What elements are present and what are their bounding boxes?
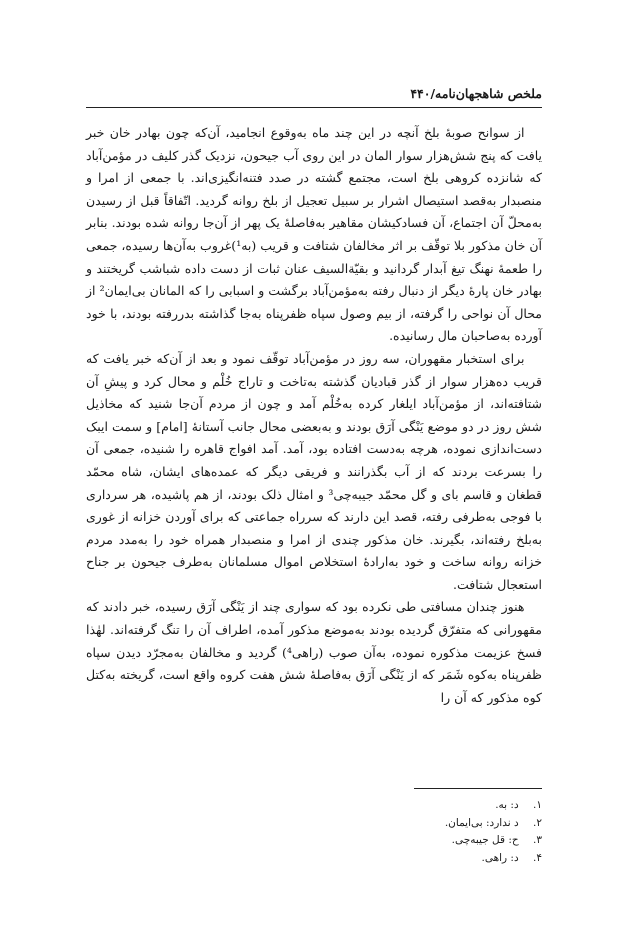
running-header: ملخص شاهجهان‌نامه/۴۴۰ (410, 86, 542, 101)
body-text (86, 122, 542, 709)
footnote-text: د ندارد: بی‌ایمان. (444, 816, 519, 829)
paragraph: از سوانح صوبهٔ بلخ آنچه در این چند ماه به‌وقوع انجامید، آن‌که چون بهادر خان خبر یافت که پنج شش‌هزار سوار المان در این روی آب جیحون، نزدیک گذر کلیف در مؤمن‌آباد که شانزده کروهی بلخ است، مجتمع گشته در صدد فتنه‌انگیزی‌اند. با جمعی از امرا و منصبدار به‌قصد استیصال اشرار بر سبیل تعجیل از بلخ روانه گردید. اتّفاقاً قبل از رسیدن به‌محلّ آن اجتماع، آن فسادکیشان مقاهیر به‌فاصلهٔ یک پهر از آن‌جا روانه شده بودند. بنابر آن خان مذکور بلا توقّف بر اثر مخالفان شتافت و قریب (به¹)غروب به‌آن‌ها رسیده، جمعی را طعمهٔ نهنگ تیغ آبدار گردانید و بقیّةالسیف عنان ثبات از دست داده شباشب گریختند و بهادر خان پارهٔ دیگر از دنبال رفته به‌مؤمن‌آباد برگشت و اسبابی را که المانان بی‌ایمان² از محال آن نواحی را گرفته، از بیم وصول سپاه ظفرپناه به‌جا گذاشته بدررفته بودند، با خود آورده به‌صاحبان مال رسانیده. (86, 125, 543, 344)
footnote (242, 850, 542, 868)
footnotes (242, 797, 542, 867)
footnote (242, 832, 542, 850)
footnote-text: د: راهی. (481, 851, 519, 864)
footnote-number: ۲. (533, 816, 542, 829)
footnote-number: ۴. (533, 851, 542, 864)
header-rule (86, 107, 542, 108)
paragraph: برای استخبار مقهوران، سه روز در مؤمن‌آباد توقّف نمود و بعد از آن‌که خبر یافت که قریب ده‌هزار سوار از گذر قبادیان گذشته به‌تاخت و تاراج خُلْم و محال کرد و پیشِ آن شتافته‌اند، از مؤمن‌آباد ایلغار کرده به‌خُلْم آمد و چون از مردم آن‌جا شنید که مخاذیل شش روز در دو موضع یَنْگی آرَق بودند و به‌بعضی محال جانب آستانهٔ [امام] و سمت ایبک دست‌اندازی نموده، هرچه به‌دست افتاده بود، آمد. آمد افواج قاهره را شنیده، جمعی آن را بسرعت بردند که از آب بگذرانند و فریقی دیگر که عمده‌های ایشان، شاه محمّد قطغان و قاسم بای و گل محمّد جیبه‌چی³ و امثال ذلک بودند، از هم پاشیده، هر سرداری با فوجی به‌طرفی رفته، قصد این دارند که سرراه جماعتی که برای آوردن خزانه از غوری به‌بلخ رفته‌اند، بگیرند. خان مذکور چندی از امرا و منصبدار همراه خود را به‌مدد مردم خزانه روانه ساخت و خود به‌ارادهٔ استخلاص اموال مسلمانان به‌طرف جیحون بر جناح استعجال شتافت. (86, 350, 543, 592)
footnote (242, 815, 542, 833)
paragraph: هنوز چندان مسافتی طی نکرده بود که سواری چند از یَنْگی آرَق رسیده، خبر دادند که مقهورانی که متفرّق گردیده بودند به‌موضع مذکور آمده، اطراف آن را تنگ گرفته‌اند. لهٰذا فسخ عزیمت مذکوره نموده، به‌آن صوب (راهی⁴) گردید و مخالفان به‌مجرّد دیدن سپاه ظفرپناه به‌کوه شَمَر که از یَنْگی آرَق به‌فاصلهٔ شش هفت کروه واقع است، گریخته به‌کتل کوه مذکور که آن را (86, 599, 542, 705)
footnote-text: ح: قل جیبه‌چی. (451, 834, 519, 846)
footnote (242, 797, 542, 815)
footnote-text: د: به. (495, 799, 519, 811)
footnote-number: ۱. (533, 799, 542, 811)
footnote-number: ۳. (533, 834, 542, 846)
footnote-rule (414, 788, 542, 789)
